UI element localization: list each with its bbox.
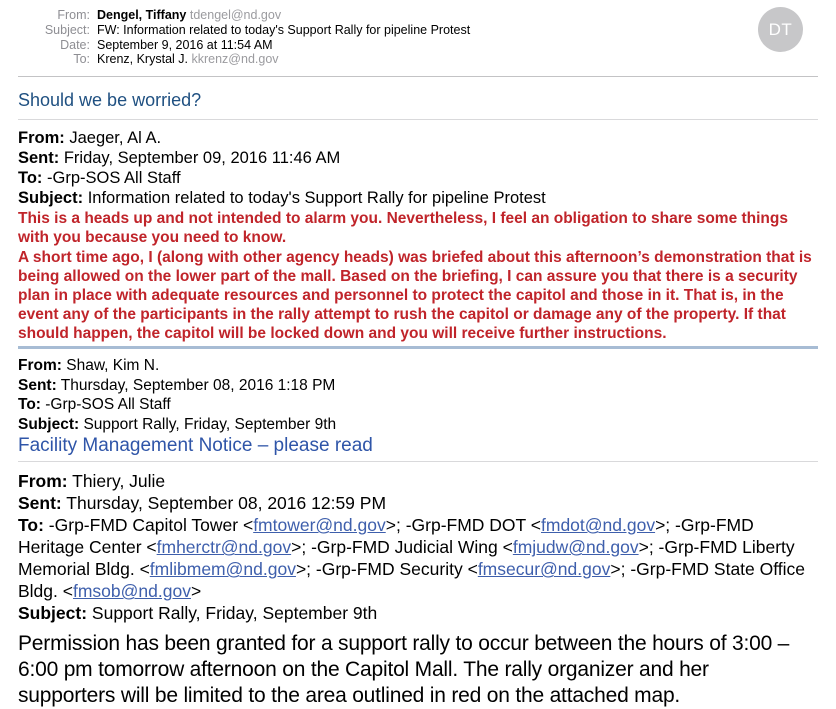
- recipient: -Grp-FMD Liberty Memorial Bldg. <fmlibmem@nd.gov>;: [18, 537, 795, 580]
- shaw-subject: Support Rally, Friday, September 9th: [83, 415, 337, 433]
- to-label: To:: [73, 52, 90, 67]
- alert-paragraph-2: A short time ago, I (along with other agency heads) was briefed about this afternoon’s demonstration that is being allowed on the lower part of the mall. Based on the briefing, I can assure you that there is a security plan in place with adequate resources and personnel to protect the capitol and those in it. That is, in the event any of the participants in the rally attempt to rush the capitol or damage any of the property. If that should happen, the capitol will be locked down and you will receive further instructions.: [18, 249, 812, 343]
- thiery-sent: Thursday, September 08, 2016 12:59 PM: [66, 493, 387, 514]
- shaw-from: Shaw, Kim N.: [66, 357, 160, 375]
- jaeger-sent: Friday, September 09, 2016 11:46 AM: [63, 149, 341, 168]
- header-divider: [18, 76, 818, 77]
- message-header: [18, 8, 818, 67]
- subject-value: FW: Information related to today's Support Rally for pipeline Protest: [97, 22, 471, 37]
- thiery-subject-row: [18, 602, 818, 624]
- message-body: Permission has been granted for a support rally to occur between the hours of 3:00 – 6:00 pm tomorrow afternoon on the Capitol Mall. The rally organizer and her supporters will be limited to the area outlined in red on the attached map.: [18, 632, 790, 708]
- recipient: -Grp-FMD DOT <fmdot@nd.gov>;: [405, 515, 676, 536]
- shaw-subject-row: [18, 415, 818, 435]
- to-value: [97, 52, 708, 67]
- date-label: Date:: [60, 37, 90, 52]
- shaw-from-label: From:: [18, 357, 62, 375]
- shaw-sent-label: Sent:: [18, 376, 57, 394]
- jaeger-subject: Information related to today's Support Rally for pipeline Protest: [87, 189, 546, 208]
- quoted-header-shaw: [18, 356, 818, 434]
- recipient-email-link[interactable]: fmtower@nd.gov: [253, 515, 386, 536]
- shaw-to-label: To:: [18, 396, 41, 414]
- thiery-from: Thiery, Julie: [72, 471, 166, 492]
- from-label: From:: [57, 8, 90, 22]
- shaw-sent-row: [18, 376, 818, 396]
- recipient-email-link[interactable]: fmherctr@nd.gov: [156, 537, 292, 558]
- recipient-name[interactable]: Krenz, Krystal J.: [97, 52, 188, 67]
- thiery-sent-row: [18, 492, 818, 514]
- section-divider-2: [18, 461, 818, 462]
- shaw-sent: Thursday, September 08, 2016 1:18 PM: [60, 376, 336, 394]
- quoted-header-thiery: [18, 470, 818, 624]
- shaw-from-row: [18, 356, 818, 376]
- recipient: -Grp-FMD Security <fmsecur@nd.gov>;: [315, 559, 631, 580]
- thiery-to-row: [18, 514, 818, 602]
- recipient-email-link[interactable]: fmlibmem@nd.gov: [149, 559, 296, 580]
- jaeger-sent-row: [18, 148, 818, 168]
- jaeger-subject-label: Subject:: [18, 189, 84, 208]
- avatar[interactable]: DT: [758, 7, 803, 52]
- from-value: [97, 8, 708, 23]
- recipient-list: [18, 515, 805, 601]
- jaeger-from-row: [18, 128, 818, 148]
- jaeger-to-label: To:: [18, 169, 43, 188]
- sender-email[interactable]: tdengel@nd.gov: [189, 8, 282, 22]
- sender-name[interactable]: Dengel, Tiffany: [97, 8, 187, 22]
- recipient-email-link[interactable]: fmsecur@nd.gov: [477, 559, 611, 580]
- jaeger-to: -Grp-SOS All Staff: [47, 169, 181, 188]
- recipient-email[interactable]: kkrenz@nd.gov: [191, 52, 279, 67]
- shaw-to-row: [18, 395, 818, 415]
- recipient: -Grp-FMD State Office Bldg. <fmsob@nd.gov>: [18, 559, 806, 602]
- thiery-subject-label: Subject:: [18, 603, 88, 624]
- thiery-from-label: From:: [18, 471, 68, 492]
- jaeger-from-label: From:: [18, 129, 65, 148]
- thiery-to-label: To:: [18, 515, 44, 536]
- jaeger-subject-row: [18, 188, 818, 208]
- recipient: -Grp-FMD Judicial Wing <fmjudw@nd.gov>;: [311, 537, 659, 558]
- jaeger-sent-label: Sent:: [18, 149, 60, 168]
- quoted-header-jaeger: [18, 128, 818, 208]
- blue-divider: [18, 346, 818, 349]
- thiery-sent-label: Sent:: [18, 493, 62, 514]
- thiery-subject: Support Rally, Friday, September 9th: [91, 603, 378, 624]
- recipient-email-link[interactable]: fmjudw@nd.gov: [512, 537, 639, 558]
- thread-title: Should we be worried?: [18, 90, 202, 111]
- jaeger-from: Jaeger, Al A.: [69, 129, 162, 148]
- recipient: -Grp-FMD Heritage Center <fmherctr@nd.gov>;: [18, 515, 754, 558]
- alert-paragraph-1: This is a heads up and not intended to alarm you. Nevertheless, I feel an obligation to share some things with you because you need to know.: [18, 210, 788, 247]
- jaeger-to-row: [18, 168, 818, 188]
- shaw-to: -Grp-SOS All Staff: [45, 396, 171, 414]
- subject-label: Subject:: [44, 22, 90, 37]
- recipient: -Grp-FMD Capitol Tower <fmtower@nd.gov>;: [48, 515, 406, 536]
- section-divider-1: [18, 119, 818, 120]
- thiery-from-row: [18, 470, 818, 492]
- recipient-email-link[interactable]: fmdot@nd.gov: [541, 515, 656, 536]
- date-value: September 9, 2016 at 11:54 AM: [97, 37, 273, 52]
- recipient-email-link[interactable]: fmsob@nd.gov: [72, 581, 191, 602]
- shaw-subject-label: Subject:: [18, 415, 80, 433]
- notice-heading: Facility Management Notice – please read: [18, 435, 373, 457]
